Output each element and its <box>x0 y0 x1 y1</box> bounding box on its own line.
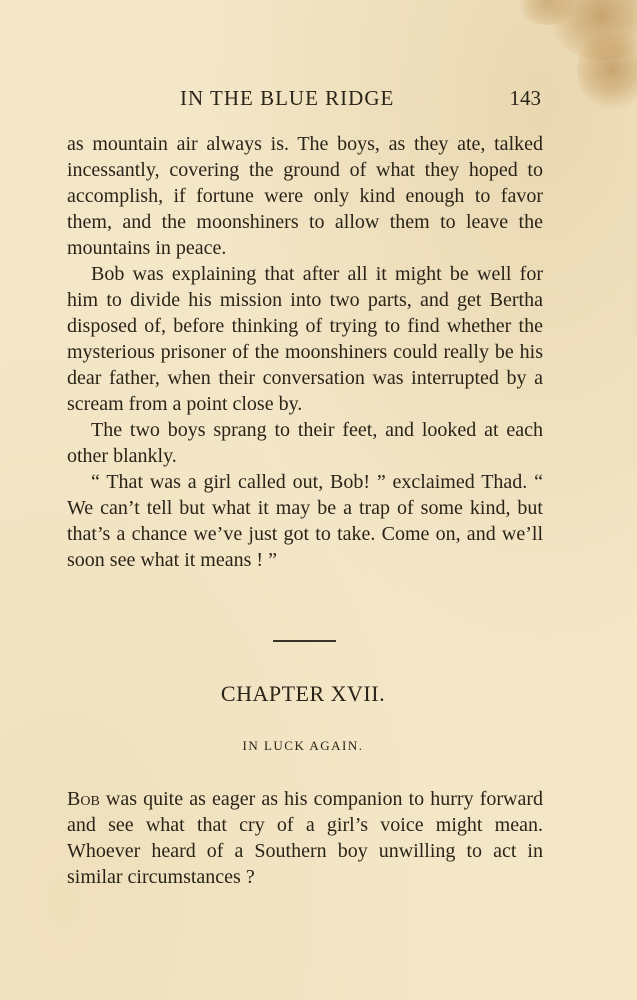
page-number: 143 <box>509 86 541 110</box>
running-head: IN THE BLUE RIDGE <box>180 86 395 110</box>
opening-paragraph <box>67 786 543 890</box>
paragraph: “ That was a girl called out, Bob! ” exclaimed Thad. “ We can’t tell but what it may be a trap of some kind, but that’s a chance we’ve just got to take. Come on, and we’ll soon see what it means ! ” <box>67 471 543 571</box>
opening-word: Bob <box>67 788 100 810</box>
chapter-title: CHAPTER XVII. <box>220 681 386 706</box>
body-text-top <box>67 131 543 573</box>
paragraph: The two boys sprang to their feet, and looked at each other blankly. <box>67 419 543 467</box>
paragraph: as mountain air always is. The boys, as they ate, talked incessantly, covering the ground of what they hoped to accomplish, if fortune were only kind enough to favor them, and the moonshiners to allow them to leave the mountains in peace. <box>67 133 543 259</box>
chapter-subtitle: IN LUCK AGAIN. <box>242 738 364 753</box>
body-text-bottom <box>67 786 543 890</box>
opening-paragraph-text: was quite as eager as his companion to hurry forward and see what that cry of a girl’s voice might mean. Whoever heard of a Southern boy unwilling to act in similar circumstances ? <box>67 788 543 888</box>
age-stain <box>577 30 637 110</box>
section-divider <box>273 640 336 642</box>
paragraph: Bob was explaining that after all it might be well for him to divide his mission into two parts, and get Bertha disposed of, before thinking of trying to find whether the mysterious prisoner of the moonshiners could really be his dear father, when their conversation was interrupted by a scream from a point close by. <box>67 263 543 415</box>
